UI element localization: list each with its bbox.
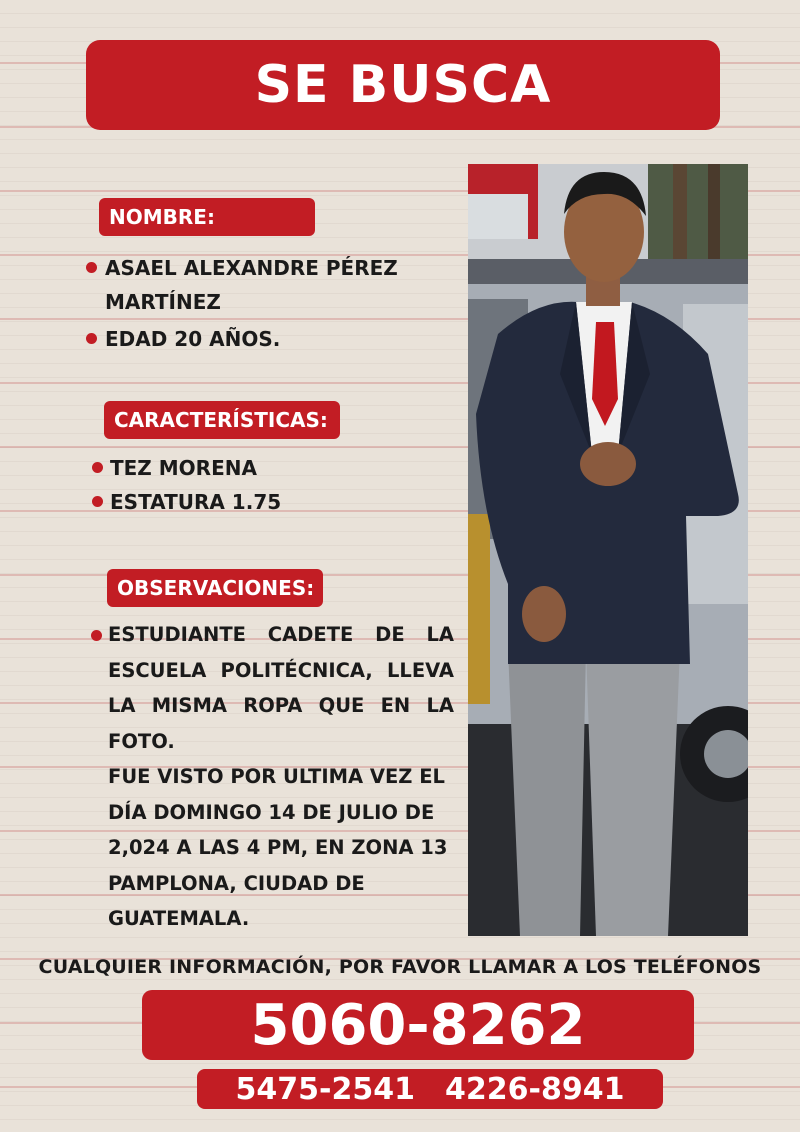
bullet-dot-icon bbox=[91, 630, 102, 641]
age-text: EDAD 20 AÑOS. bbox=[105, 327, 281, 351]
bullet-dot-icon bbox=[86, 262, 97, 273]
observaciones-label: OBSERVACIONES: bbox=[107, 569, 323, 607]
obs-line: FUE VISTO POR ULTIMA VEZ EL bbox=[108, 765, 445, 788]
main-phone-banner bbox=[142, 990, 694, 1060]
nombre-label: NOMBRE: bbox=[99, 198, 315, 236]
obs-line: ESTUDIANTE CADETE DE LA bbox=[108, 623, 454, 646]
obs-line: LA MISMA ROPA QUE EN LA bbox=[108, 694, 454, 717]
obs-line: PAMPLONA, CIUDAD DE bbox=[108, 871, 365, 895]
secondary-phones-banner bbox=[197, 1069, 663, 1109]
phone-number-2: 5475-2541 bbox=[235, 1071, 415, 1107]
page-title: SE BUSCA bbox=[254, 55, 552, 115]
photo-illustration bbox=[468, 164, 748, 936]
title-banner bbox=[86, 40, 720, 130]
bullet-dot-icon bbox=[92, 462, 103, 473]
observations-text bbox=[108, 617, 454, 937]
main-phone-number: 5060-8262 bbox=[250, 992, 586, 1058]
bullet-dot-icon bbox=[86, 333, 97, 344]
obs-line: ESCUELA POLITÉCNICA, LLEVA bbox=[108, 658, 454, 682]
obs-line: GUATEMALA. bbox=[108, 907, 250, 930]
caracteristicas-label: CARACTERÍSTICAS: bbox=[104, 401, 340, 439]
name-line1: ASAEL ALEXANDRE PÉREZ bbox=[105, 256, 398, 280]
obs-line: FOTO. bbox=[108, 729, 175, 753]
name-line2: MARTÍNEZ bbox=[105, 290, 221, 314]
trait-complexion: TEZ MORENA bbox=[110, 456, 257, 480]
phone-number-3: 4226-8941 bbox=[445, 1071, 625, 1107]
obs-line: 2,024 A LAS 4 PM, EN ZONA 13 bbox=[108, 836, 448, 859]
trait-height: ESTATURA 1.75 bbox=[110, 490, 282, 514]
contact-info-text: CUALQUIER INFORMACIÓN, POR FAVOR LLAMAR A LOS TELÉFONOS bbox=[38, 956, 762, 978]
obs-line: DÍA DOMINGO 14 DE JULIO DE bbox=[108, 800, 435, 824]
bullet-dot-icon bbox=[92, 496, 103, 507]
missing-person-photo bbox=[468, 164, 748, 936]
